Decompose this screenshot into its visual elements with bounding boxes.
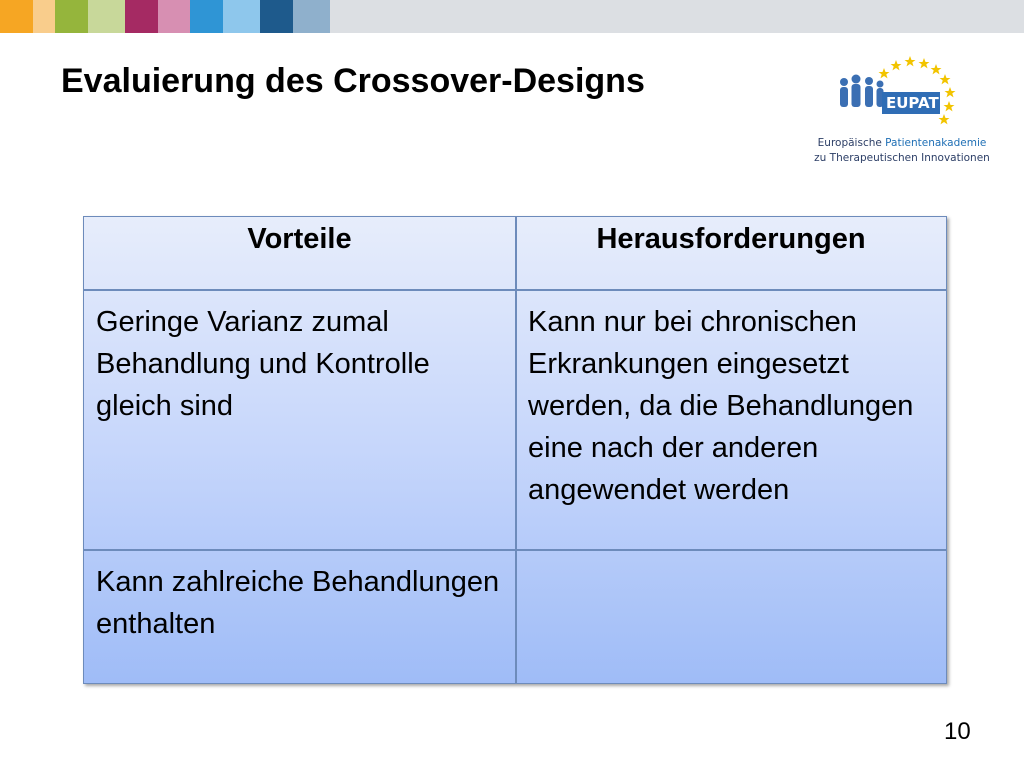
color-segment bbox=[260, 0, 293, 33]
color-segment bbox=[293, 0, 330, 33]
eupati-logo-icon bbox=[832, 52, 972, 132]
table-cell-challenge-1: Kann nur bei chronischen Erkrankungen eingesetzt werden, da die Behandlungen eine nach der anderen angewendet werden bbox=[528, 306, 914, 506]
page-number: 10 bbox=[944, 718, 971, 745]
logo-subtitle-line2: zu Therapeutischen Innovationen bbox=[814, 152, 990, 164]
color-segment bbox=[223, 0, 260, 33]
slide-title: Evaluierung des Crossover-Designs bbox=[61, 62, 645, 100]
color-segment bbox=[88, 0, 125, 33]
eupati-wordmark: EUPATI bbox=[886, 94, 945, 112]
color-segment bbox=[190, 0, 223, 33]
color-segment bbox=[158, 0, 190, 33]
table-cell-challenge-2 bbox=[516, 553, 946, 683]
logo-subtitle-part1: Europäische bbox=[817, 137, 886, 149]
color-segment bbox=[55, 0, 88, 33]
color-segment-rest bbox=[330, 0, 1024, 33]
color-segment bbox=[33, 0, 55, 33]
eupati-logo bbox=[812, 52, 992, 167]
top-color-bar bbox=[0, 0, 1024, 33]
table-header-challenges: Herausforderungen bbox=[596, 223, 866, 255]
table-cell-advantage-2: Kann zahlreiche Behandlungen enthalten bbox=[96, 566, 500, 640]
table-row-divider bbox=[84, 289, 946, 291]
logo-subtitle-line1 bbox=[812, 137, 992, 149]
table-cell-advantage-1: Geringe Varianz zumal Behandlung und Kontrolle gleich sind bbox=[96, 306, 430, 422]
logo-subtitle-part2: Patientenakademie bbox=[885, 137, 987, 149]
color-segment bbox=[125, 0, 158, 33]
table-row-divider bbox=[84, 549, 946, 551]
table-header-advantages: Vorteile bbox=[247, 223, 352, 255]
comparison-table bbox=[83, 216, 947, 684]
color-segment bbox=[0, 0, 33, 33]
